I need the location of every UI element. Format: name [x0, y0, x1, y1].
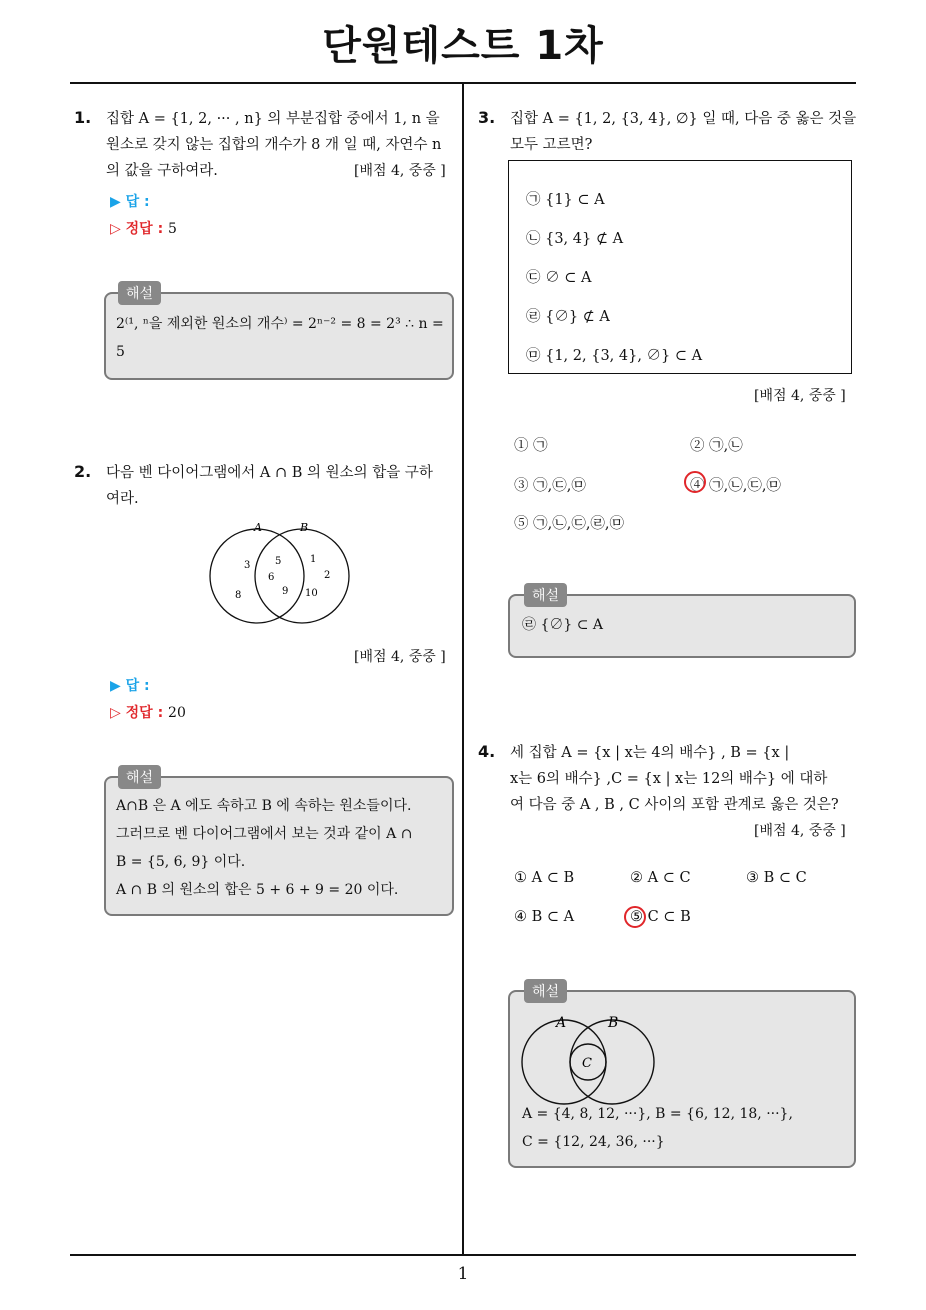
q1-exp-line2: 5	[116, 344, 125, 360]
q2-explanation-tab: 해설	[118, 765, 161, 789]
q4-line2: x는 6의 배수} ,C = {x | x는 12의 배수} 에 대하	[510, 771, 828, 787]
column-divider	[462, 84, 464, 1256]
q2-number: 2.	[74, 462, 92, 481]
venn-value: 9	[282, 586, 289, 597]
q2-score: [배점 4, 중중 ]	[354, 649, 446, 665]
q1-exp-line1: 2⁽¹, ⁿ을 제외한 원소의 개수⁾ = 2ⁿ⁻² = 8 = 2³ ∴ n =	[116, 316, 444, 332]
q4-venn-label-c: C	[582, 1056, 592, 1071]
q3-option-4: ㉣ {∅} ⊄ A	[526, 309, 610, 325]
q3-option-2: ㉡ {3, 4} ⊄ A	[526, 231, 624, 247]
venn-value: 10	[305, 588, 318, 599]
q4-explanation-tab: 해설	[524, 979, 567, 1003]
q4-choice-4[interactable]: ④ B ⊂ A	[514, 909, 575, 925]
q2-line1: 다음 벤 다이어그램에서 A ∩ B 의 원소의 합을 구하	[106, 465, 433, 481]
q1-line3: 의 값을 구하여라.	[106, 163, 218, 179]
q1-explanation	[116, 310, 446, 366]
q3-choice-5[interactable]: ⑤ ㉠,㉡,㉢,㉣,㉤	[514, 516, 625, 532]
q4-number: 4.	[478, 742, 496, 761]
q1-answer-label: ▶ 답 :	[110, 194, 150, 210]
q1-correct-value: 5	[168, 221, 177, 237]
q2-exp-line4: A ∩ B 의 원소의 합은 5 + 6 + 9 = 20 이다.	[116, 882, 399, 898]
q4-line1: 세 집합 A = {x | x는 4의 배수} , B = {x |	[510, 745, 790, 761]
q2-line2: 여라.	[106, 491, 139, 507]
q1-score: [배점 4, 중중 ]	[354, 163, 446, 179]
q3-line1: 집합 A = {1, 2, {3, 4}, ∅} 일 때, 다음 중 옳은 것을	[510, 111, 857, 127]
q2-venn-label-a: A	[254, 521, 262, 534]
q1-explanation-tab: 해설	[118, 281, 161, 305]
q4-venn-label-b: B	[608, 1015, 619, 1031]
venn-value: 1	[310, 554, 317, 565]
venn-value: 5	[275, 556, 282, 567]
q3-choice-2[interactable]: ② ㉠,㉡	[690, 438, 743, 454]
q4-venn-diagram	[516, 1010, 666, 1108]
q3-option-5: ㉤ {1, 2, {3, 4}, ∅} ⊂ A	[526, 348, 703, 364]
q2-explanation	[116, 792, 450, 904]
page-title: 단원테스트 1차	[322, 23, 604, 69]
q2-text	[106, 460, 456, 512]
q3-choice-3[interactable]: ③ ㉠,㉢,㉤	[514, 478, 586, 494]
q1-correct-answer	[110, 218, 177, 238]
q4-selected-answer-mark	[624, 906, 646, 928]
q4-choice-5[interactable]: ⑤ C ⊂ B	[630, 909, 691, 925]
q1-number: 1.	[74, 108, 92, 127]
q3-selected-answer-mark	[684, 471, 706, 493]
q1-line2: 원소로 갖지 않는 집합의 개수가 8 개 일 때, 자연수 n	[106, 137, 442, 153]
q2-exp-line2: 그러므로 벤 다이어그램에서 보는 것과 같이 A ∩	[116, 826, 413, 842]
q3-exp-line1: ㉣ {∅} ⊂ A	[522, 617, 604, 633]
q4-exp-line1: A = {4, 8, 12, ···}, B = {6, 12, 18, ···},	[522, 1106, 793, 1122]
q3-line2: 모두 고르면?	[510, 137, 593, 153]
q4-choice-3[interactable]: ③ B ⊂ C	[746, 870, 807, 886]
venn-value: 8	[235, 590, 242, 601]
q4-choice-2[interactable]: ② A ⊂ C	[630, 870, 691, 886]
q2-correct-value: 20	[168, 705, 186, 721]
venn-value: 2	[324, 570, 331, 581]
q1-line1: 집합 A = {1, 2, ··· , n} 의 부분집합 중에서 1, n 을	[106, 111, 440, 127]
q2-exp-line1: A∩B 은 A 에도 속하고 B 에 속하는 원소들이다.	[116, 798, 412, 814]
q1-correct-label: ▷ 정답 :	[110, 221, 164, 237]
q4-line3: 여 다음 중 A , B , C 사이의 포함 관계로 옳은 것은?	[510, 797, 839, 813]
venn-value: 6	[268, 572, 275, 583]
q3-option-1: ㉠ {1} ⊂ A	[526, 192, 605, 208]
q4-venn-label-a: A	[556, 1015, 567, 1031]
q3-option-3: ㉢ ∅ ⊂ A	[526, 270, 592, 286]
q3-text	[510, 106, 860, 158]
q2-exp-line3: B = {5, 6, 9} 이다.	[116, 854, 246, 870]
q4-score: [배점 4, 중중 ]	[754, 823, 846, 839]
q3-choice-1[interactable]: ① ㉠	[514, 438, 548, 454]
q2-correct-answer	[110, 702, 186, 722]
q4-explanation	[522, 1100, 852, 1156]
q2-correct-label: ▷ 정답 :	[110, 705, 164, 721]
q2-venn-diagram	[200, 518, 360, 630]
q3-explanation-tab: 해설	[524, 583, 567, 607]
q4-choice-1[interactable]: ① A ⊂ B	[514, 870, 575, 886]
q3-score: [배점 4, 중중 ]	[754, 388, 846, 404]
q4-exp-line2: C = {12, 24, 36, ···}	[522, 1134, 665, 1150]
venn-value: 3	[244, 560, 251, 571]
page-number: 1	[457, 1264, 469, 1284]
q3-choice-4[interactable]: ④ ㉠,㉡,㉢,㉤	[690, 478, 781, 494]
q2-answer-label: ▶ 답 :	[110, 678, 150, 694]
q3-number: 3.	[478, 108, 496, 127]
q4-text	[510, 740, 860, 818]
bottom-divider	[70, 1254, 856, 1256]
q2-venn-label-b: B	[300, 521, 309, 534]
